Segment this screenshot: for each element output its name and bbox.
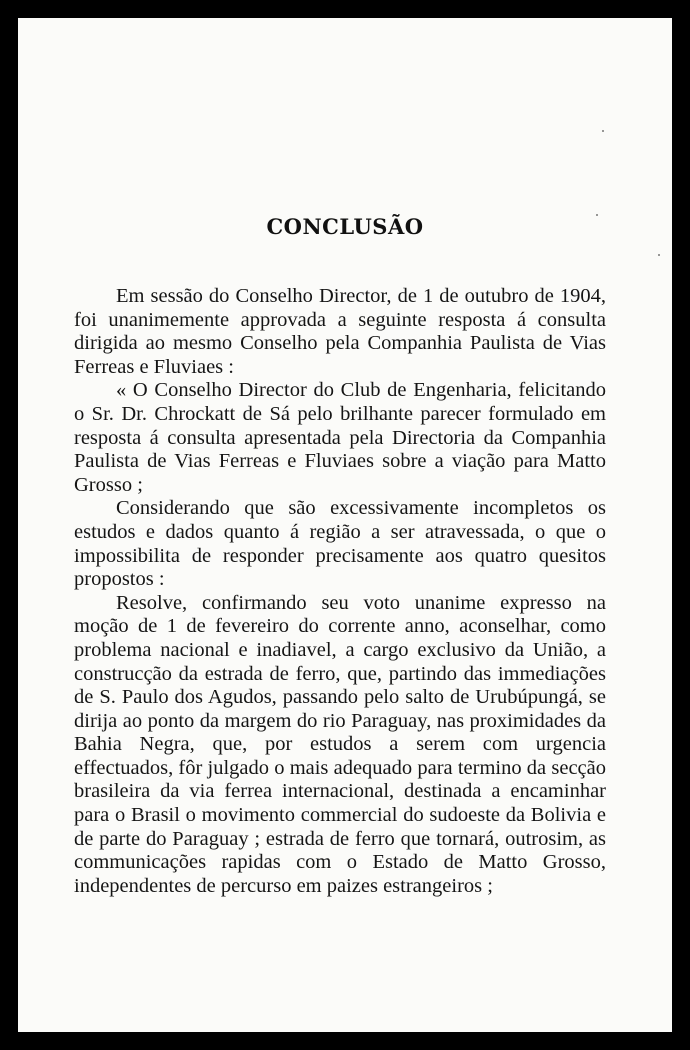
paragraph-3: Considerando que são excessivamente incompletos os estudos e dados quanto á região a ser atravessada, o que o impossibilita de responder precisamente aos quatro quesitos propostos : bbox=[74, 497, 606, 591]
document-body bbox=[74, 285, 606, 898]
ink-speck bbox=[658, 254, 660, 256]
page-title: CONCLUSÃO bbox=[266, 214, 424, 239]
paragraph-4: Resolve, confirmando seu voto unanime expresso na moção de 1 de fevereiro do corrente anno, aconselhar, como problema nacional e inadiavel, a cargo exclusivo da União, a construcção da estrada de ferro, que, partindo das immediações de S. Paulo dos Agudos, passando pelo salto de Urubúpungá, se dirija ao ponto da margem do rio Paraguay, nas proximidades da Bahia Negra, que, por estudos a serem com urgencia effectuados, fôr julgado o mais adequado para termino da secção brasileira da via ferrea internacional, destinada a encaminhar para o Brasil o movimento commercial do sudoeste da Bolivia e de parte do Paraguay ; estrada de ferro que tornará, outrosim, as communicações rapidas com o Estado de Matto Grosso, independentes de percurso em paizes estrangeiros ; bbox=[74, 591, 606, 897]
paragraph-2: « O Conselho Director do Club de Engenharia, felicitando o Sr. Dr. Chrockatt de Sá pelo brilhante parecer formulado em resposta á consulta apresentada pela Directoria da Companhia Paulista de Vias Ferreas e Fluviaes sobre a viação para Matto Grosso ; bbox=[74, 379, 606, 496]
paragraph-1: Em sessão do Conselho Director, de 1 de outubro de 1904, foi unanimemente approvada a seguinte resposta á consulta dirigida ao mesmo Conselho pela Companhia Paulista de Vias Ferreas e Fluviaes : bbox=[74, 285, 606, 378]
ink-speck bbox=[602, 130, 604, 132]
document-page bbox=[18, 18, 672, 1032]
